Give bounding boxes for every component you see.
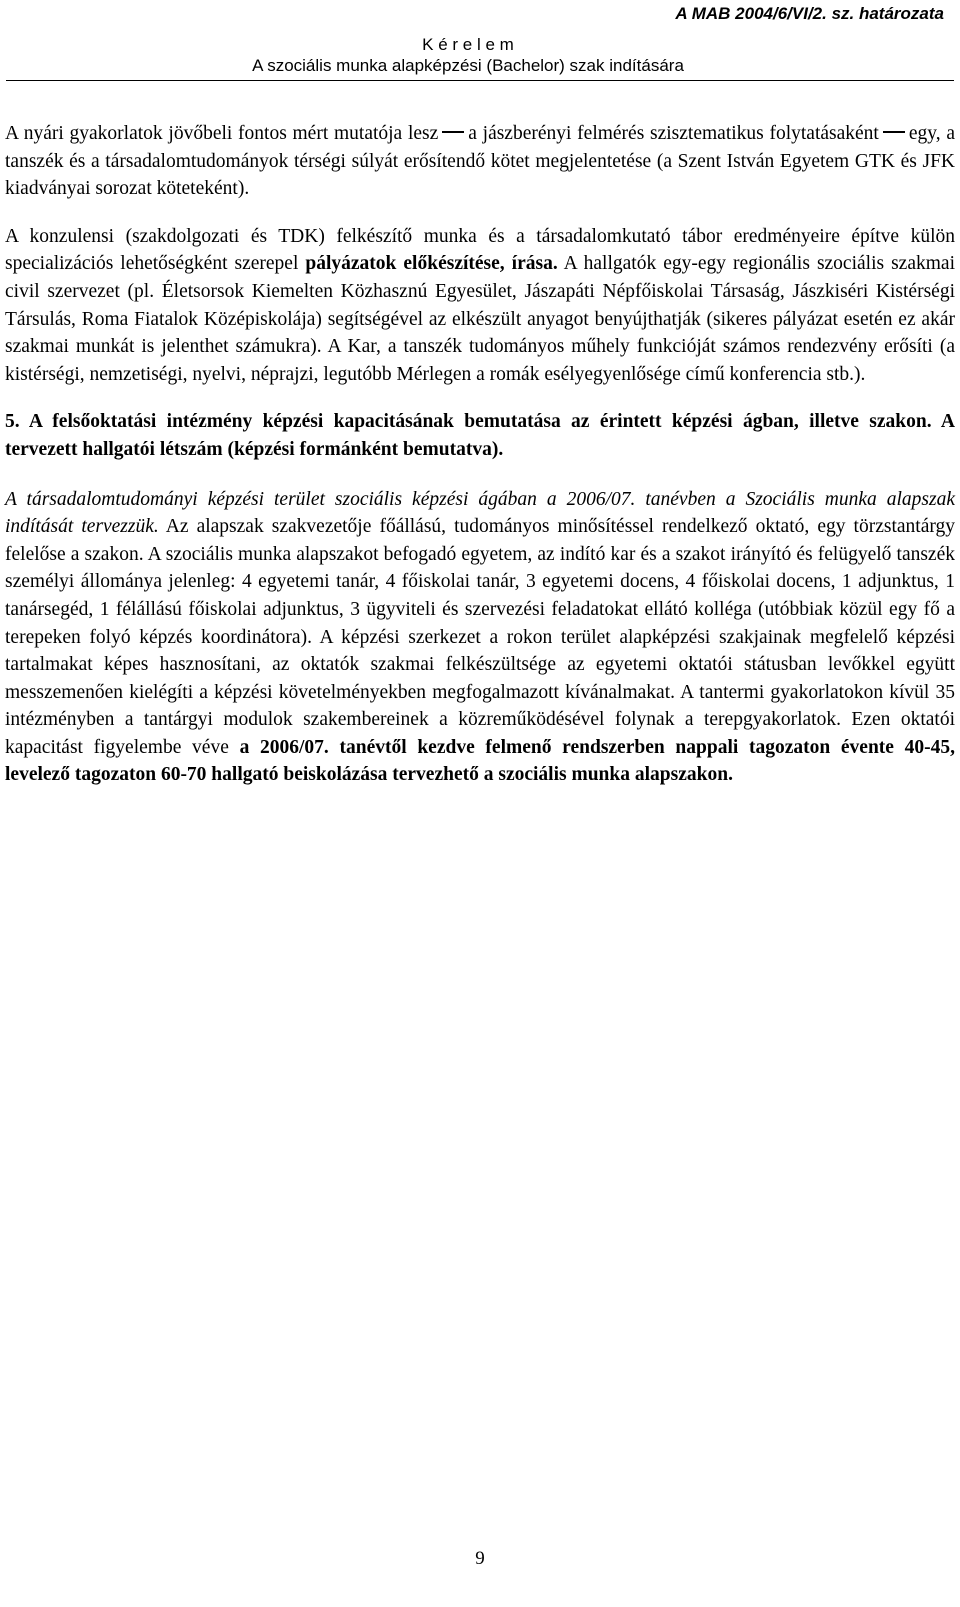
document-body xyxy=(5,120,955,809)
header-title: K é r e l e m xyxy=(422,35,514,54)
resolution-reference: A MAB 2004/6/VI/2. sz. határozata xyxy=(675,4,944,23)
bold-text: pályázatok előkészítése, írása. xyxy=(305,253,558,275)
paragraph-text: a jászberényi felmérés szisztematikus folytatásaként xyxy=(468,123,879,144)
paragraph-consultation xyxy=(5,223,955,389)
paragraph-capacity xyxy=(5,486,955,790)
bold-text: a 2006/07. tanévtől kezdve felmenő rendszerben nappali tagozaton évente 40-45, levelező tagozaton 60-70 hallgató beiskolázása tervezhető a szociális munka alapszakon. xyxy=(5,736,956,786)
paragraph-text: egy, a tanszék és a társadalomtudományok térségi súlyát erősítendő kötet megjelentetése (a Szent István Egyetem GTK és JFK kiadványai sorozat köteteként). xyxy=(5,123,956,200)
paragraph-text: A hallgatók egy-egy regionális szociális szakmai civil szervezet (pl. Életsorsok Kiemelten Közhasznú Egyesület, Jászapáti Népfőiskolai Társaság, Jászkiséri Kistérségi Társulás, Roma Fiatalok Középiskolája) segítségével az elkészült anyagot benyújthatják (sikeres pályázat esetén ez akár szakmai munkát is jelenthet számukra). A Kar, a tanszék tudományos műhely funkcióját számos rendezvény erősíti (a kistérségi, nemzetiségi, nyelvi, néprajzi, legutóbb Mérlegen a romák esélyegyenlősége című konferencia stb.). xyxy=(5,253,955,385)
paragraph-text: Az alapszak szakvezetője főállású, tudományos minősítéssel rendelkező oktató, egy törzstantárgy felelőse a szakon. A szociális munka alapszakot befogadó egyetem, az indító kar és a szakot irányító és felügyelő tanszék személyi állománya jelenleg: 4 egyetemi tanár, 4 főiskolai tanár, 3 egyetemi docens, 4 főiskolai docens, 1 adjunktus, 1 tanársegéd, 1 félállású főiskolai adjunktus, 3 ügyviteli és szervezési feladatokat ellátó kolléga (utóbbiak közül egy fő a terepeken folyó képzés koordinátora). A képzési szerkezet a rokon terület alapképzési szakjainak megfelelő képzési tartalmakat képes hasznosítani, az oktatók szakmai felkészültsége az egyetemi oktatói státusban levőkkel együtt messzemenően kielégíti a képzési követelményekben megfogalmazott kívánalmakat. A tantermi gyakorlatokon kívül 35 intézményben a tantárgyi modulok szakembereinek a közreműködésével folynak a terepgyakorlatok. Ezen oktatói kapacitást figyelembe véve xyxy=(5,516,955,758)
em-dash xyxy=(442,131,464,133)
paragraph-text: A konzulensi (szakdolgozati és TDK) felkészítő munka és a társadalomkutató tábor eredményeire építve külön specializációs lehetőségként szerepel xyxy=(5,225,955,275)
section-heading-5: 5. A felsőoktatási intézmény képzési kapacitásának bemutatása az érintett képzési ágban, illetve szakon. A tervezett hallgatói létszám (képzési formánként bemutatva). xyxy=(5,411,955,460)
header-divider xyxy=(6,80,954,81)
header-title-block xyxy=(218,34,718,76)
italic-text: A társadalomtudományi képzési terület szociális képzési ágában a 2006/07. tanévben a Szociális munka alapszak indítását tervezzük. xyxy=(5,488,955,538)
header-subtitle: A szociális munka alapképzési (Bachelor) szak indítására xyxy=(252,56,684,75)
em-dash xyxy=(883,131,905,133)
page-number: 9 xyxy=(475,1548,485,1569)
paragraph-text: A nyári gyakorlatok jövőbeli fontos mért mutatója lesz xyxy=(5,123,439,144)
paragraph-summer-practice xyxy=(5,120,955,203)
